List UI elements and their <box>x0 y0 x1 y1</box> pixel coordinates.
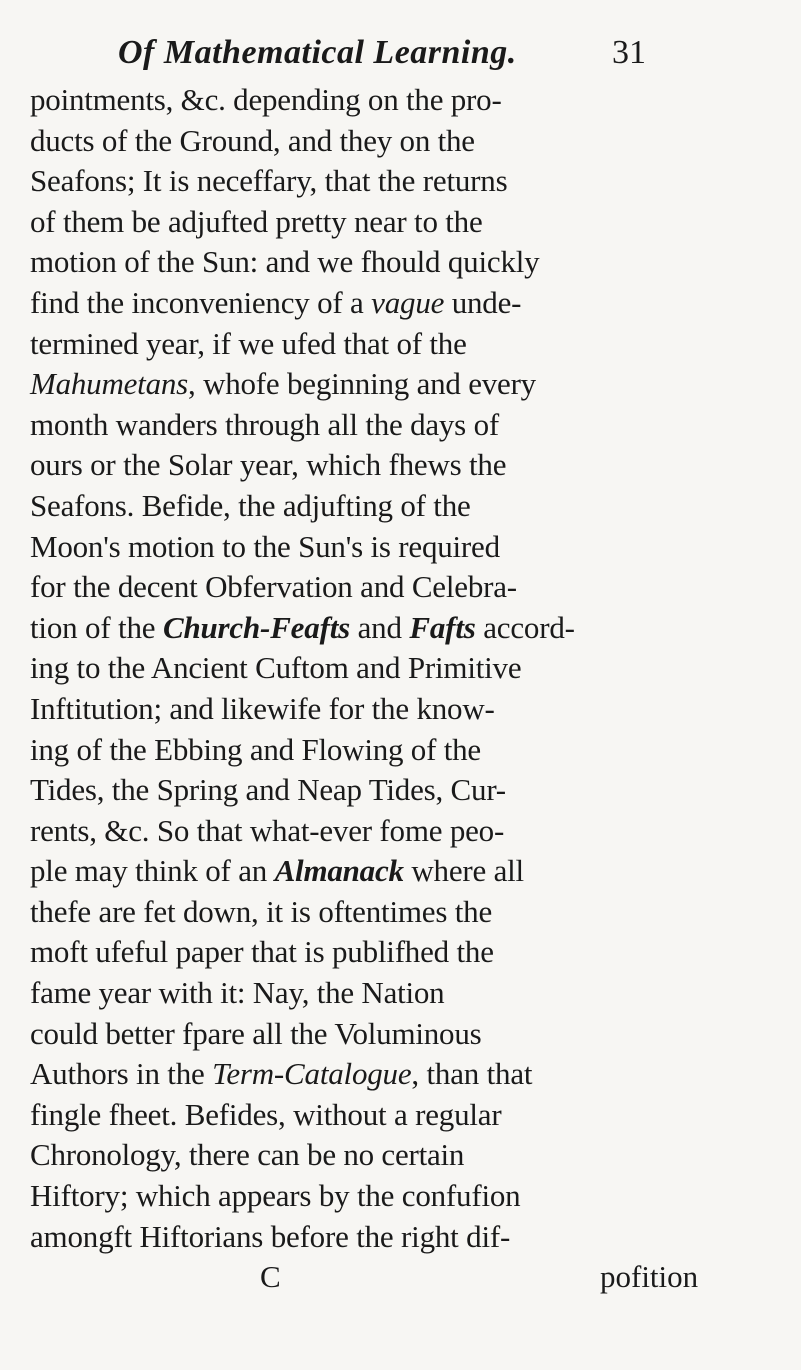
text-segment: Inftitution; and likewife for the know- <box>30 690 495 726</box>
italic-phrase: Mahumetans <box>30 366 188 402</box>
text-line <box>30 242 780 283</box>
text-line <box>30 202 780 243</box>
text-line <box>30 1054 780 1095</box>
text-line <box>30 121 780 162</box>
text-segment: Tides, the Spring and Neap Tides, Cur- <box>30 772 506 808</box>
text-segment: of them be adjufted pretty near to the <box>30 203 483 239</box>
text-segment: fame year with it: Nay, the Nation <box>30 975 445 1011</box>
text-line <box>30 567 780 608</box>
text-line <box>30 445 780 486</box>
text-line <box>30 689 780 730</box>
signature-mark: C <box>260 1259 281 1295</box>
text-segment: amongft Hiftorians before the right dif- <box>30 1218 511 1254</box>
body-text <box>30 80 780 1298</box>
text-segment: , whofe beginning and every <box>188 366 536 402</box>
catch-line <box>30 1257 780 1298</box>
text-segment: pointments, &c. depending on the pro- <box>30 82 502 117</box>
text-segment: for the decent Obfervation and Celebra- <box>30 569 517 605</box>
text-line <box>30 527 780 568</box>
italic-phrase: Fafts <box>409 609 476 645</box>
text-segment: thefe are fet down, it is oftentimes the <box>30 893 493 929</box>
text-segment: tion of the <box>30 609 163 645</box>
text-segment: Chronology, there can be no certain <box>30 1137 465 1173</box>
text-line <box>30 1014 780 1055</box>
italic-phrase: Term-Catalogue <box>212 1056 412 1092</box>
text-segment: termined year, if we ufed that of the <box>30 325 467 361</box>
text-segment: Authors in the <box>30 1056 213 1092</box>
running-title: Of Mathematical Learning. <box>118 34 517 71</box>
text-segment: ours or the Solar year, which fhews the <box>30 447 507 483</box>
text-segment: Seafons. Befide, the adjufting of the <box>30 487 471 523</box>
text-line <box>30 80 780 121</box>
text-segment: Seafons; It is neceffary, that the returns <box>30 163 508 199</box>
text-segment: find the inconveniency of a <box>30 284 372 320</box>
text-segment: month wanders through all the days of <box>30 406 499 442</box>
text-line <box>30 608 780 649</box>
text-line <box>30 1217 780 1258</box>
text-line <box>30 770 780 811</box>
text-line <box>30 1176 780 1217</box>
catchword: pofition <box>600 1259 699 1295</box>
text-line <box>30 973 780 1014</box>
text-segment: where all <box>403 853 524 889</box>
page-header <box>0 28 801 78</box>
text-segment: Hiftory; which appears by the confufion <box>30 1178 521 1214</box>
page-number: 31 <box>612 34 646 71</box>
text-line <box>30 405 780 446</box>
text-segment: unde- <box>444 284 522 320</box>
italic-phrase: Almanack <box>274 853 404 889</box>
text-line <box>30 730 780 771</box>
text-line <box>30 486 780 527</box>
text-segment: ducts of the Ground, and they on the <box>30 122 475 158</box>
text-segment: fingle fheet. Befides, without a regular <box>30 1096 502 1132</box>
text-segment: could better fpare all the Voluminous <box>30 1015 482 1051</box>
text-segment: moft ufeful paper that is publifhed the <box>30 934 494 970</box>
text-segment: , than that <box>411 1056 533 1092</box>
text-line <box>30 811 780 852</box>
text-line <box>30 932 780 973</box>
italic-phrase: Church-Feafts <box>162 609 351 645</box>
text-segment: ing to the Ancient Cuftom and Primitive <box>30 650 522 686</box>
text-line <box>30 161 780 202</box>
text-segment: and <box>350 609 410 645</box>
text-line <box>30 283 780 324</box>
text-segment: motion of the Sun: and we fhould quickly <box>30 244 540 280</box>
text-segment: Moon's motion to the Sun's is required <box>30 528 500 564</box>
text-segment: ple may think of an <box>30 853 275 889</box>
text-line <box>30 851 780 892</box>
text-line <box>30 364 780 405</box>
italic-phrase: vague <box>371 284 445 320</box>
text-line <box>30 648 780 689</box>
text-segment: ing of the Ebbing and Flowing of the <box>30 731 481 767</box>
text-line <box>30 892 780 933</box>
text-line <box>30 324 780 365</box>
text-segment: rents, &c. So that what-ever fome peo- <box>30 812 505 848</box>
text-segment: accord- <box>475 609 575 645</box>
text-line <box>30 1095 780 1136</box>
text-line <box>30 1135 780 1176</box>
